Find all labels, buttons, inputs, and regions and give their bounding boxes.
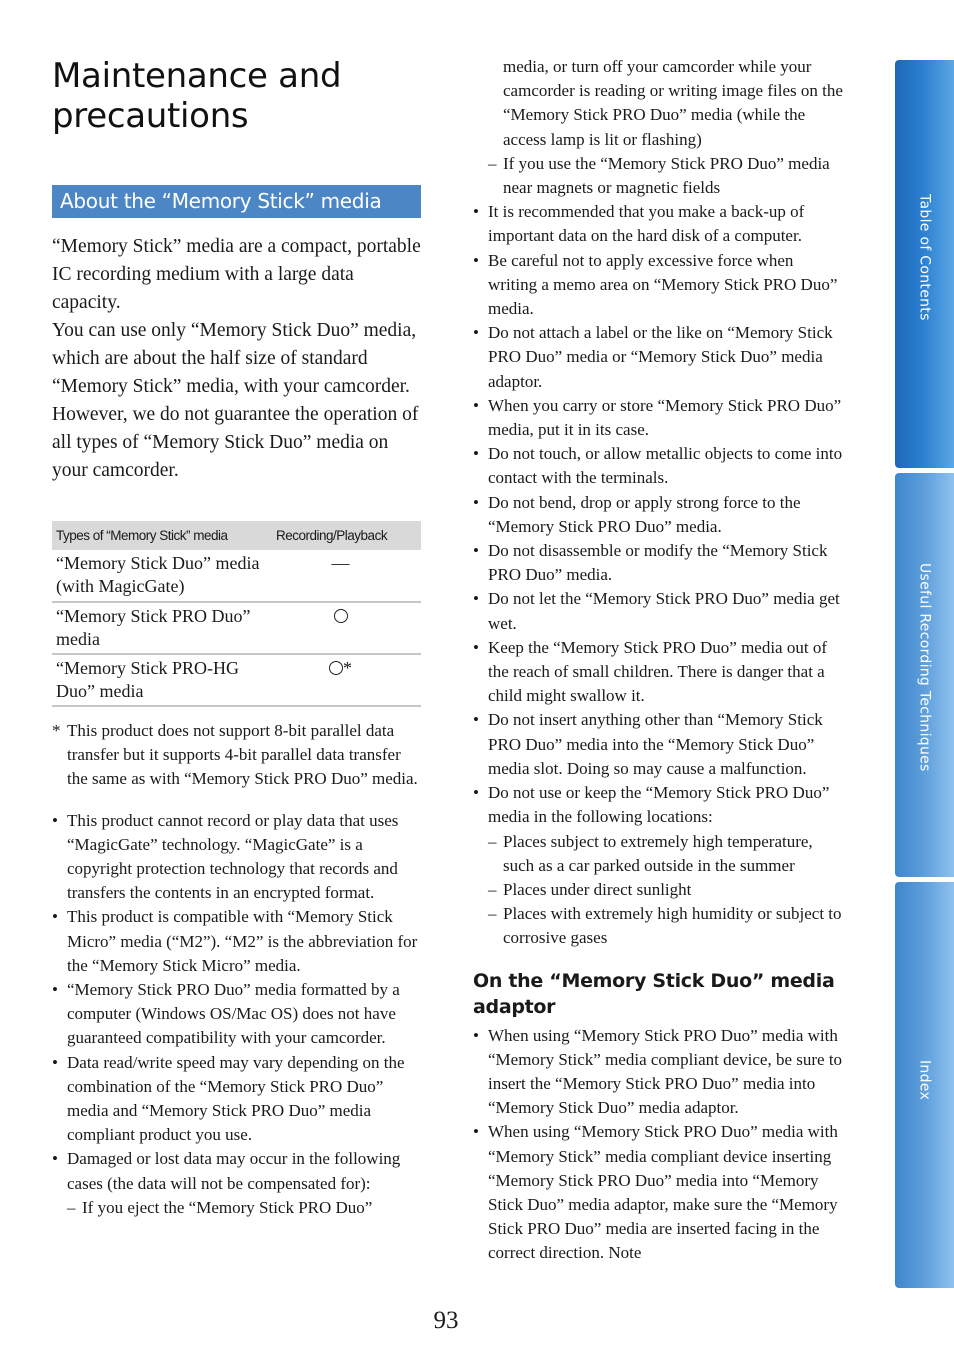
list-item-text: Do not disassemble or modify the “Memory Stick PRO Duo” media. [488, 541, 828, 585]
bullet-marker: • [473, 250, 479, 270]
table-header-type: Types of “Memory Stick” media [52, 521, 264, 550]
list-item-text: When you carry or store “Memory Stick PRO Duo” media, put it in its case. [488, 395, 842, 440]
list-item [52, 905, 424, 978]
list-item [473, 394, 845, 442]
list-item [473, 200, 845, 248]
supported-circle-icon [329, 661, 343, 675]
bullet-marker: • [473, 710, 479, 730]
list-item-text: Data read/write speed may vary depending on the combination of the “Memory Stick PRO Duo” media and “Memory Stick PRO Duo” media compliant product you use. [67, 1052, 405, 1145]
table-row [52, 654, 421, 706]
dash-marker: – [488, 153, 497, 173]
list-item [488, 830, 845, 878]
bullet-marker: • [473, 783, 479, 803]
bullet-marker: • [473, 1025, 479, 1045]
list-item-text: Do not attach a label or the like on “Memory Stick PRO Duo” media or “Memory Stick Duo” media adaptor. [488, 323, 833, 391]
bullet-marker: • [473, 589, 479, 609]
page-title-line-2: precautions [52, 96, 249, 136]
bullet-marker: • [473, 637, 479, 657]
list-item [473, 539, 845, 587]
list-item-text: Keep the “Memory Stick PRO Duo” media out of the reach of small children. There is danger that a child might swallow it. [488, 637, 827, 706]
table-cell-type: “Memory Stick PRO Duo” media [52, 602, 264, 654]
list-item-text: When using “Memory Stick PRO Duo” media with “Memory Stick” media compliant device inserting “Memory Stick PRO Duo” media into “Memory Stick Duo” media adaptor, make sure the “Memory Stick PRO Duo” media are inserted facing in the correct direction. Note [488, 1122, 838, 1263]
list-item [473, 442, 845, 490]
table-row [52, 602, 421, 654]
list-item-text: Places under direct sunlight [503, 879, 692, 899]
list-item [488, 878, 845, 902]
subheading-adaptor: On the “Memory Stick Duo” media adaptor [473, 969, 835, 1018]
list-item [473, 587, 845, 635]
list-item-text: Do not touch, or allow metallic objects to come into contact with the terminals. [488, 444, 843, 488]
list-item-text: Do not bend, drop or apply strong force to the “Memory Stick PRO Duo” media. [488, 492, 801, 536]
list-item [52, 978, 424, 1051]
list-item [52, 809, 424, 906]
list-item-text: Do not insert anything other than “Memory Stick PRO Duo” media into the “Memory Stick Duo” media slot. Doing so may cause a malfunction. [488, 710, 823, 778]
list-item-text: Do not let the “Memory Stick PRO Duo” media get wet. [488, 589, 840, 633]
footnote-asterisk: * [343, 658, 352, 678]
table-cell-value [264, 602, 421, 654]
not-supported-dash: — [331, 553, 350, 573]
left-column-notes [52, 719, 424, 1220]
list-item [473, 708, 845, 781]
list-item [473, 1024, 845, 1121]
media-compatibility-table [52, 521, 421, 707]
damage-case-magnets [473, 152, 845, 200]
bullet-marker: • [473, 323, 479, 343]
footnote-marker: * [52, 721, 61, 740]
table-cell-value [264, 654, 421, 706]
supported-circle-icon [334, 609, 348, 623]
tab-label: Index [916, 1060, 933, 1101]
list-item-text: Do not use or keep the “Memory Stick PRO Duo” media in the following locations: [488, 783, 830, 827]
list-item-text: If you use the “Memory Stick PRO Duo” media near magnets or magnetic fields [503, 153, 830, 198]
list-item [488, 902, 845, 950]
list-item-text: This product cannot record or play data that uses “MagicGate” technology. “MagicGate” is a copyright protection technology that records and transfers the contents in an encrypted format. [67, 810, 399, 903]
bullet-marker: • [52, 980, 58, 1000]
list-item-text: If you eject the “Memory Stick PRO Duo” [82, 1197, 373, 1217]
footnote-text: This product does not support 8-bit parallel data transfer but it supports 4-bit parallel data transfer the same as with “Memory Stick PRO Duo” media. [67, 721, 418, 789]
damage-case-continued: media, or turn off your camcorder while your camcorder is reading or writing image files on the “Memory Stick PRO Duo” media (while the access lamp is lit or flashing) [503, 57, 843, 149]
dash-marker: – [488, 831, 497, 851]
list-item [52, 1147, 424, 1220]
bullet-marker: • [52, 810, 58, 830]
tab-label: Table of Contents [916, 194, 933, 321]
list-item [473, 1120, 845, 1265]
precautions-list-left [52, 809, 424, 1220]
table-header-recording-playback: Recording/Playback [264, 521, 421, 550]
dash-marker: – [488, 879, 497, 899]
bullet-marker: • [473, 492, 479, 512]
bullet-marker: • [473, 395, 479, 415]
bullet-marker: • [473, 202, 479, 222]
list-item [67, 1196, 424, 1220]
list-item-text: This product is compatible with “Memory Stick Micro” media (“M2”). “M2” is the abbreviation for the “Memory Stick Micro” media. [67, 907, 418, 975]
table-cell-type: “Memory Stick Duo” media (with MagicGate) [52, 550, 264, 602]
table-cell-type: “Memory Stick PRO-HG Duo” media [52, 654, 264, 706]
intro-text [52, 233, 424, 485]
dash-marker: – [67, 1197, 76, 1217]
list-item-text: When using “Memory Stick PRO Duo” media with “Memory Stick” media compliant device, be sure to insert the “Memory Stick PRO Duo” media into “Memory Stick Duo” media adaptor. [488, 1025, 843, 1118]
bullet-marker: • [52, 907, 58, 927]
table-cell-value [264, 550, 421, 602]
bullet-marker: • [473, 444, 479, 464]
bullet-marker: • [473, 1122, 479, 1142]
list-item [473, 491, 845, 539]
tab-useful-recording-techniques[interactable] [895, 473, 954, 877]
table-row [52, 550, 421, 602]
list-item [473, 636, 845, 709]
tab-label: Useful Recording Techniques [916, 563, 933, 772]
bullet-marker: • [473, 541, 479, 561]
page-number: 93 [433, 1307, 459, 1334]
damage-cases-list [67, 1196, 424, 1220]
list-item-text: Damaged or lost data may occur in the following cases (the data will not be compensated for): [67, 1149, 401, 1193]
adaptor-list [473, 1024, 845, 1266]
intro-paragraph: “Memory Stick” media are a compact, portable IC recording medium with a large data capacity. [52, 236, 421, 313]
list-item-text: Places with extremely high humidity or subject to corrosive gases [503, 904, 842, 948]
page-title-line-1: Maintenance and [52, 56, 342, 96]
bullet-marker: • [52, 1052, 58, 1072]
locations-list [488, 830, 845, 951]
page-title [52, 56, 432, 136]
section-heading-memory-stick: About the “Memory Stick” media [52, 185, 421, 218]
precautions-list-right [473, 200, 845, 950]
list-item-text: Be careful not to apply excessive force when writing a memo area on “Memory Stick PRO Duo” media. [488, 250, 838, 319]
list-item-text: It is recommended that you make a back-up of important data on the hard disk of a computer. [488, 202, 805, 246]
tab-table-of-contents[interactable] [895, 60, 954, 468]
list-item [52, 1051, 424, 1148]
right-column-notes [473, 55, 845, 1266]
bullet-marker: • [52, 1149, 58, 1169]
dash-marker: – [488, 904, 497, 924]
intro-paragraph: You can use only “Memory Stick Duo” media, which are about the half size of standard “Memory Stick” media, with your camcorder. [52, 320, 417, 397]
list-item [473, 249, 845, 322]
list-item [473, 781, 845, 950]
intro-paragraph: However, we do not guarantee the operation of all types of “Memory Stick Duo” media on your camcorder. [52, 404, 419, 481]
table-header-row [52, 521, 421, 550]
footnote [52, 719, 424, 792]
list-item [473, 321, 845, 394]
list-item-text: Places subject to extremely high temperature, such as a car parked outside in the summer [503, 831, 813, 875]
list-item-text: “Memory Stick PRO Duo” media formatted by a computer (Windows OS/Mac OS) does not have guaranteed compatibility with your camcorder. [67, 980, 400, 1048]
tab-index[interactable] [895, 882, 954, 1288]
